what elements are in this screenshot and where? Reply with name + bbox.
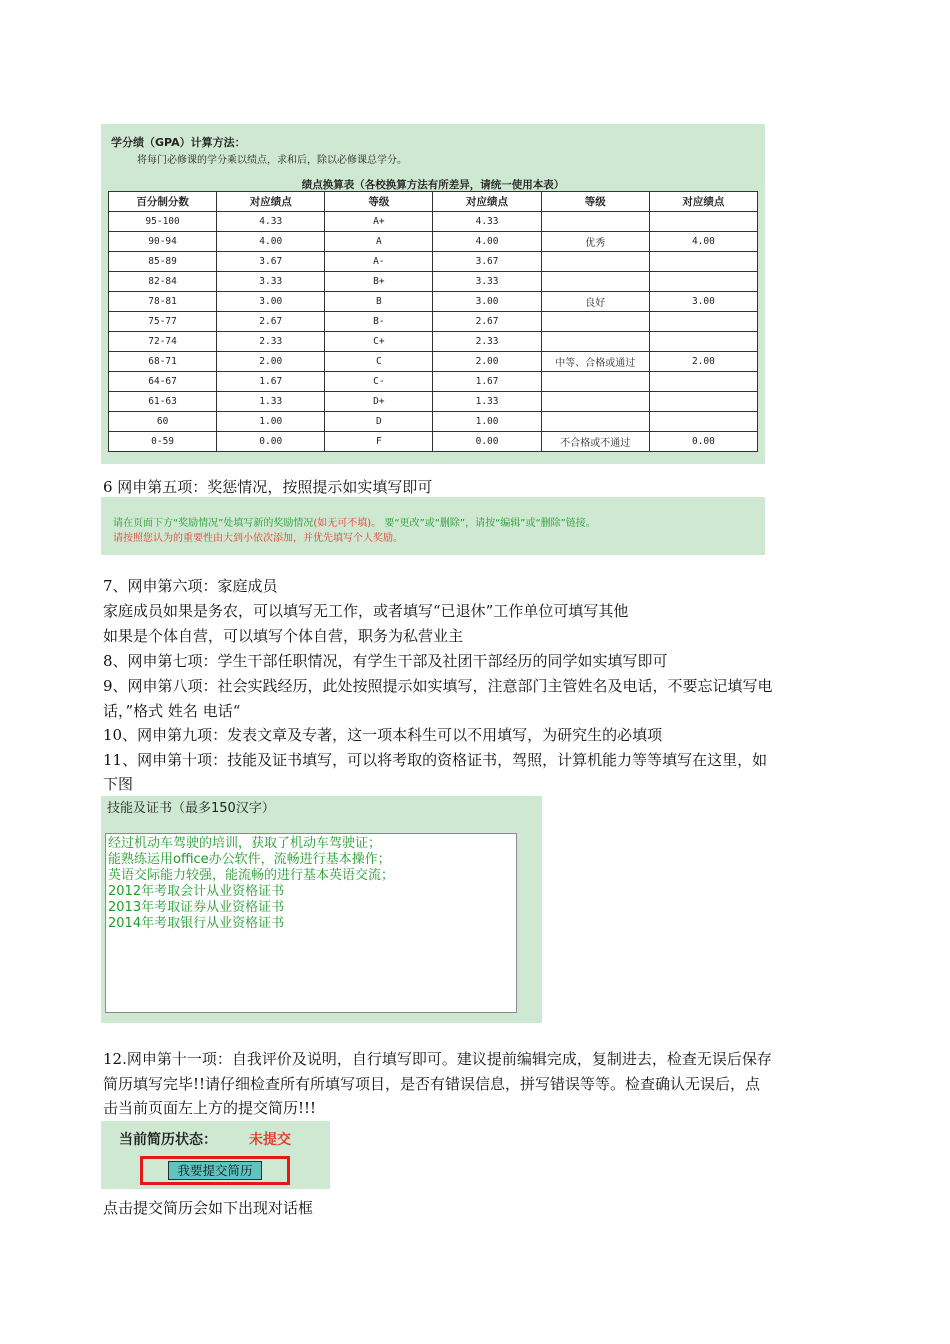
skills-line: 英语交际能力较强，能流畅的进行基本英语交流； [108,868,395,883]
award-notice-optional: (如无可不填)。 [313,518,382,529]
table-cell: 中等、合格或通过 [541,352,649,372]
table-cell: 72-74 [109,332,217,352]
skills-line: 经过机动车驾驶的培训，获取了机动车驾驶证； [108,836,382,851]
skills-line: 2014年考取银行从业资格证书 [108,916,285,931]
table-cell [649,312,757,332]
table-cell: 95-100 [109,212,217,232]
award-notice-panel [101,497,765,555]
table-cell: 2.00 [217,352,325,372]
table-cell: 61-63 [109,392,217,412]
table-cell: A+ [325,212,433,232]
item8-line2: 话，”格式 姓名 电话“ [103,702,241,720]
submit-resume-button[interactable]: 我要提交简历 [168,1161,262,1180]
table-cell: 1.00 [433,412,541,432]
table-row [109,212,758,232]
table-header: 等级 [541,192,649,212]
item10-line1: 11、网申第十项：技能及证书填写，可以将考取的资格证书，驾照，计算机能力等等填写在这里，如 [103,751,768,769]
skills-line: 2013年考取证券从业资格证书 [108,900,285,915]
table-row [109,292,758,312]
table-row [109,392,758,412]
table-row [109,312,758,332]
table-cell [541,272,649,292]
table-cell: C- [325,372,433,392]
table-cell: 3.67 [217,252,325,272]
table-cell: 85-89 [109,252,217,272]
table-header: 对应绩点 [217,192,325,212]
award-notice-edit-hint: 要“更改”或“删除”，请按“编辑”或“删除”链接。 [381,518,596,529]
submit-highlight-frame [140,1156,290,1185]
table-cell: D+ [325,392,433,412]
skills-line: 2012年考取会计从业资格证书 [108,884,285,899]
skills-textarea[interactable] [105,833,517,1013]
table-row [109,432,758,452]
table-cell: 82-84 [109,272,217,292]
gpa-calculation-panel [101,124,765,464]
table-cell [541,252,649,272]
award-notice-text: 请在页面下方“奖励情况”处填写新的奖励情况 [113,518,314,529]
resume-status-value: 未提交 [249,1132,291,1148]
table-cell: 2.00 [433,352,541,372]
table-cell [541,372,649,392]
item11-line1: 12.网申第十一项：自我评价及说明，自行填写即可。建议提前编辑完成，复制进去，检查无误后保存 [103,1050,772,1068]
table-cell: 2.00 [649,352,757,372]
table-cell: A [325,232,433,252]
gpa-table-caption: 绩点换算表（各校换算方法有所差异，请统一使用本表） [301,179,565,191]
item8-line1: 9、网申第八项：社会实践经历，此处按照提示如实填写，注意部门主管姓名及电话，不要忘记填写电 [103,677,773,695]
award-notice-line1 [113,514,596,529]
table-cell: D [325,412,433,432]
table-cell: 1.33 [217,392,325,412]
skills-panel [101,796,542,1023]
table-cell [541,312,649,332]
resume-status-label: 当前简历状态： [119,1132,217,1148]
item6-line2: 如果是个体自营，可以填写个体自营，职务为私营业主 [103,627,464,645]
table-row [109,412,758,432]
table-cell: 良好 [541,292,649,312]
item7-text: 8、网申第七项：学生干部任职情况，有学生干部及社团干部经历的同学如实填写即可 [103,652,668,670]
table-cell: 2.67 [217,312,325,332]
table-cell: 1.33 [433,392,541,412]
table-cell [541,392,649,412]
table-cell [541,212,649,232]
table-cell: 不合格或不通过 [541,432,649,452]
table-cell: 1.67 [217,372,325,392]
item9-text: 10、网申第九项：发表文章及专著，这一项本科生可以不用填写，为研究生的必填项 [103,726,663,744]
table-cell: A- [325,252,433,272]
table-cell: 3.00 [649,292,757,312]
item11-line3: 击当前页面左上方的提交简历!!! [103,1099,317,1117]
table-cell: 3.00 [433,292,541,312]
table-cell [649,392,757,412]
table-cell: 2.33 [217,332,325,352]
table-cell: C [325,352,433,372]
table-cell: 0.00 [649,432,757,452]
table-cell: B [325,292,433,312]
table-header: 对应绩点 [649,192,757,212]
table-cell [649,212,757,232]
skills-line: 能熟练运用office办公软件，流畅进行基本操作； [108,852,391,867]
table-cell: 3.33 [433,272,541,292]
table-cell: C+ [325,332,433,352]
table-cell: 优秀 [541,232,649,252]
table-cell: 68-71 [109,352,217,372]
table-header: 对应绩点 [433,192,541,212]
table-cell [649,332,757,352]
award-notice-line2: 请按照您认为的重要性由大到小依次添加，并优先填写个人奖励。 [113,533,403,544]
table-cell: 3.00 [217,292,325,312]
table-cell: 78-81 [109,292,217,312]
table-row [109,372,758,392]
resume-status-panel [101,1121,330,1189]
table-cell: 1.67 [433,372,541,392]
table-header: 等级 [325,192,433,212]
table-cell: 60 [109,412,217,432]
table-cell: F [325,432,433,452]
table-cell [649,372,757,392]
skills-title: 技能及证书（最多150汉字） [107,801,275,816]
gpa-title: 学分绩（GPA）计算方法： [111,136,246,149]
table-row [109,252,758,272]
table-cell: 0.00 [217,432,325,452]
table-header-row [109,192,758,212]
gpa-description: 将每门必修课的学分乘以绩点，求和后，除以必修课总学分。 [137,155,407,166]
table-cell: 0-59 [109,432,217,452]
table-cell: 64-67 [109,372,217,392]
table-row [109,352,758,372]
item5-text: 6 网申第五项：奖惩情况，按照提示如实填写即可 [103,478,433,496]
table-cell: 75-77 [109,312,217,332]
table-cell [649,412,757,432]
table-cell: 4.33 [217,212,325,232]
table-row [109,332,758,352]
table-cell [541,332,649,352]
table-cell [649,252,757,272]
item11-line2: 简历填写完毕!!请仔细检查所有所填写项目，是否有错误信息，拼写错误等等。检查确认无误后，点 [103,1075,761,1093]
table-cell: 1.00 [217,412,325,432]
table-cell [649,272,757,292]
table-header: 百分制分数 [109,192,217,212]
table-cell: 0.00 [433,432,541,452]
table-cell: 4.33 [433,212,541,232]
table-cell: 3.67 [433,252,541,272]
table-cell: 2.33 [433,332,541,352]
table-cell: 4.00 [433,232,541,252]
table-cell: 4.00 [649,232,757,252]
table-cell: 2.67 [433,312,541,332]
gpa-conversion-table [108,191,758,452]
item6-title: 7、网申第六项：家庭成员 [103,577,278,595]
table-cell [541,412,649,432]
final-text: 点击提交简历会如下出现对话框 [103,1199,314,1217]
item6-line1: 家庭成员如果是务农，可以填写无工作，或者填写“已退休”工作单位可填写其他 [103,602,629,620]
table-cell: 90-94 [109,232,217,252]
table-row [109,272,758,292]
table-cell: B+ [325,272,433,292]
item10-line2: 下图 [103,775,134,793]
table-cell: 4.00 [217,232,325,252]
table-cell: B- [325,312,433,332]
table-row [109,232,758,252]
table-cell: 3.33 [217,272,325,292]
